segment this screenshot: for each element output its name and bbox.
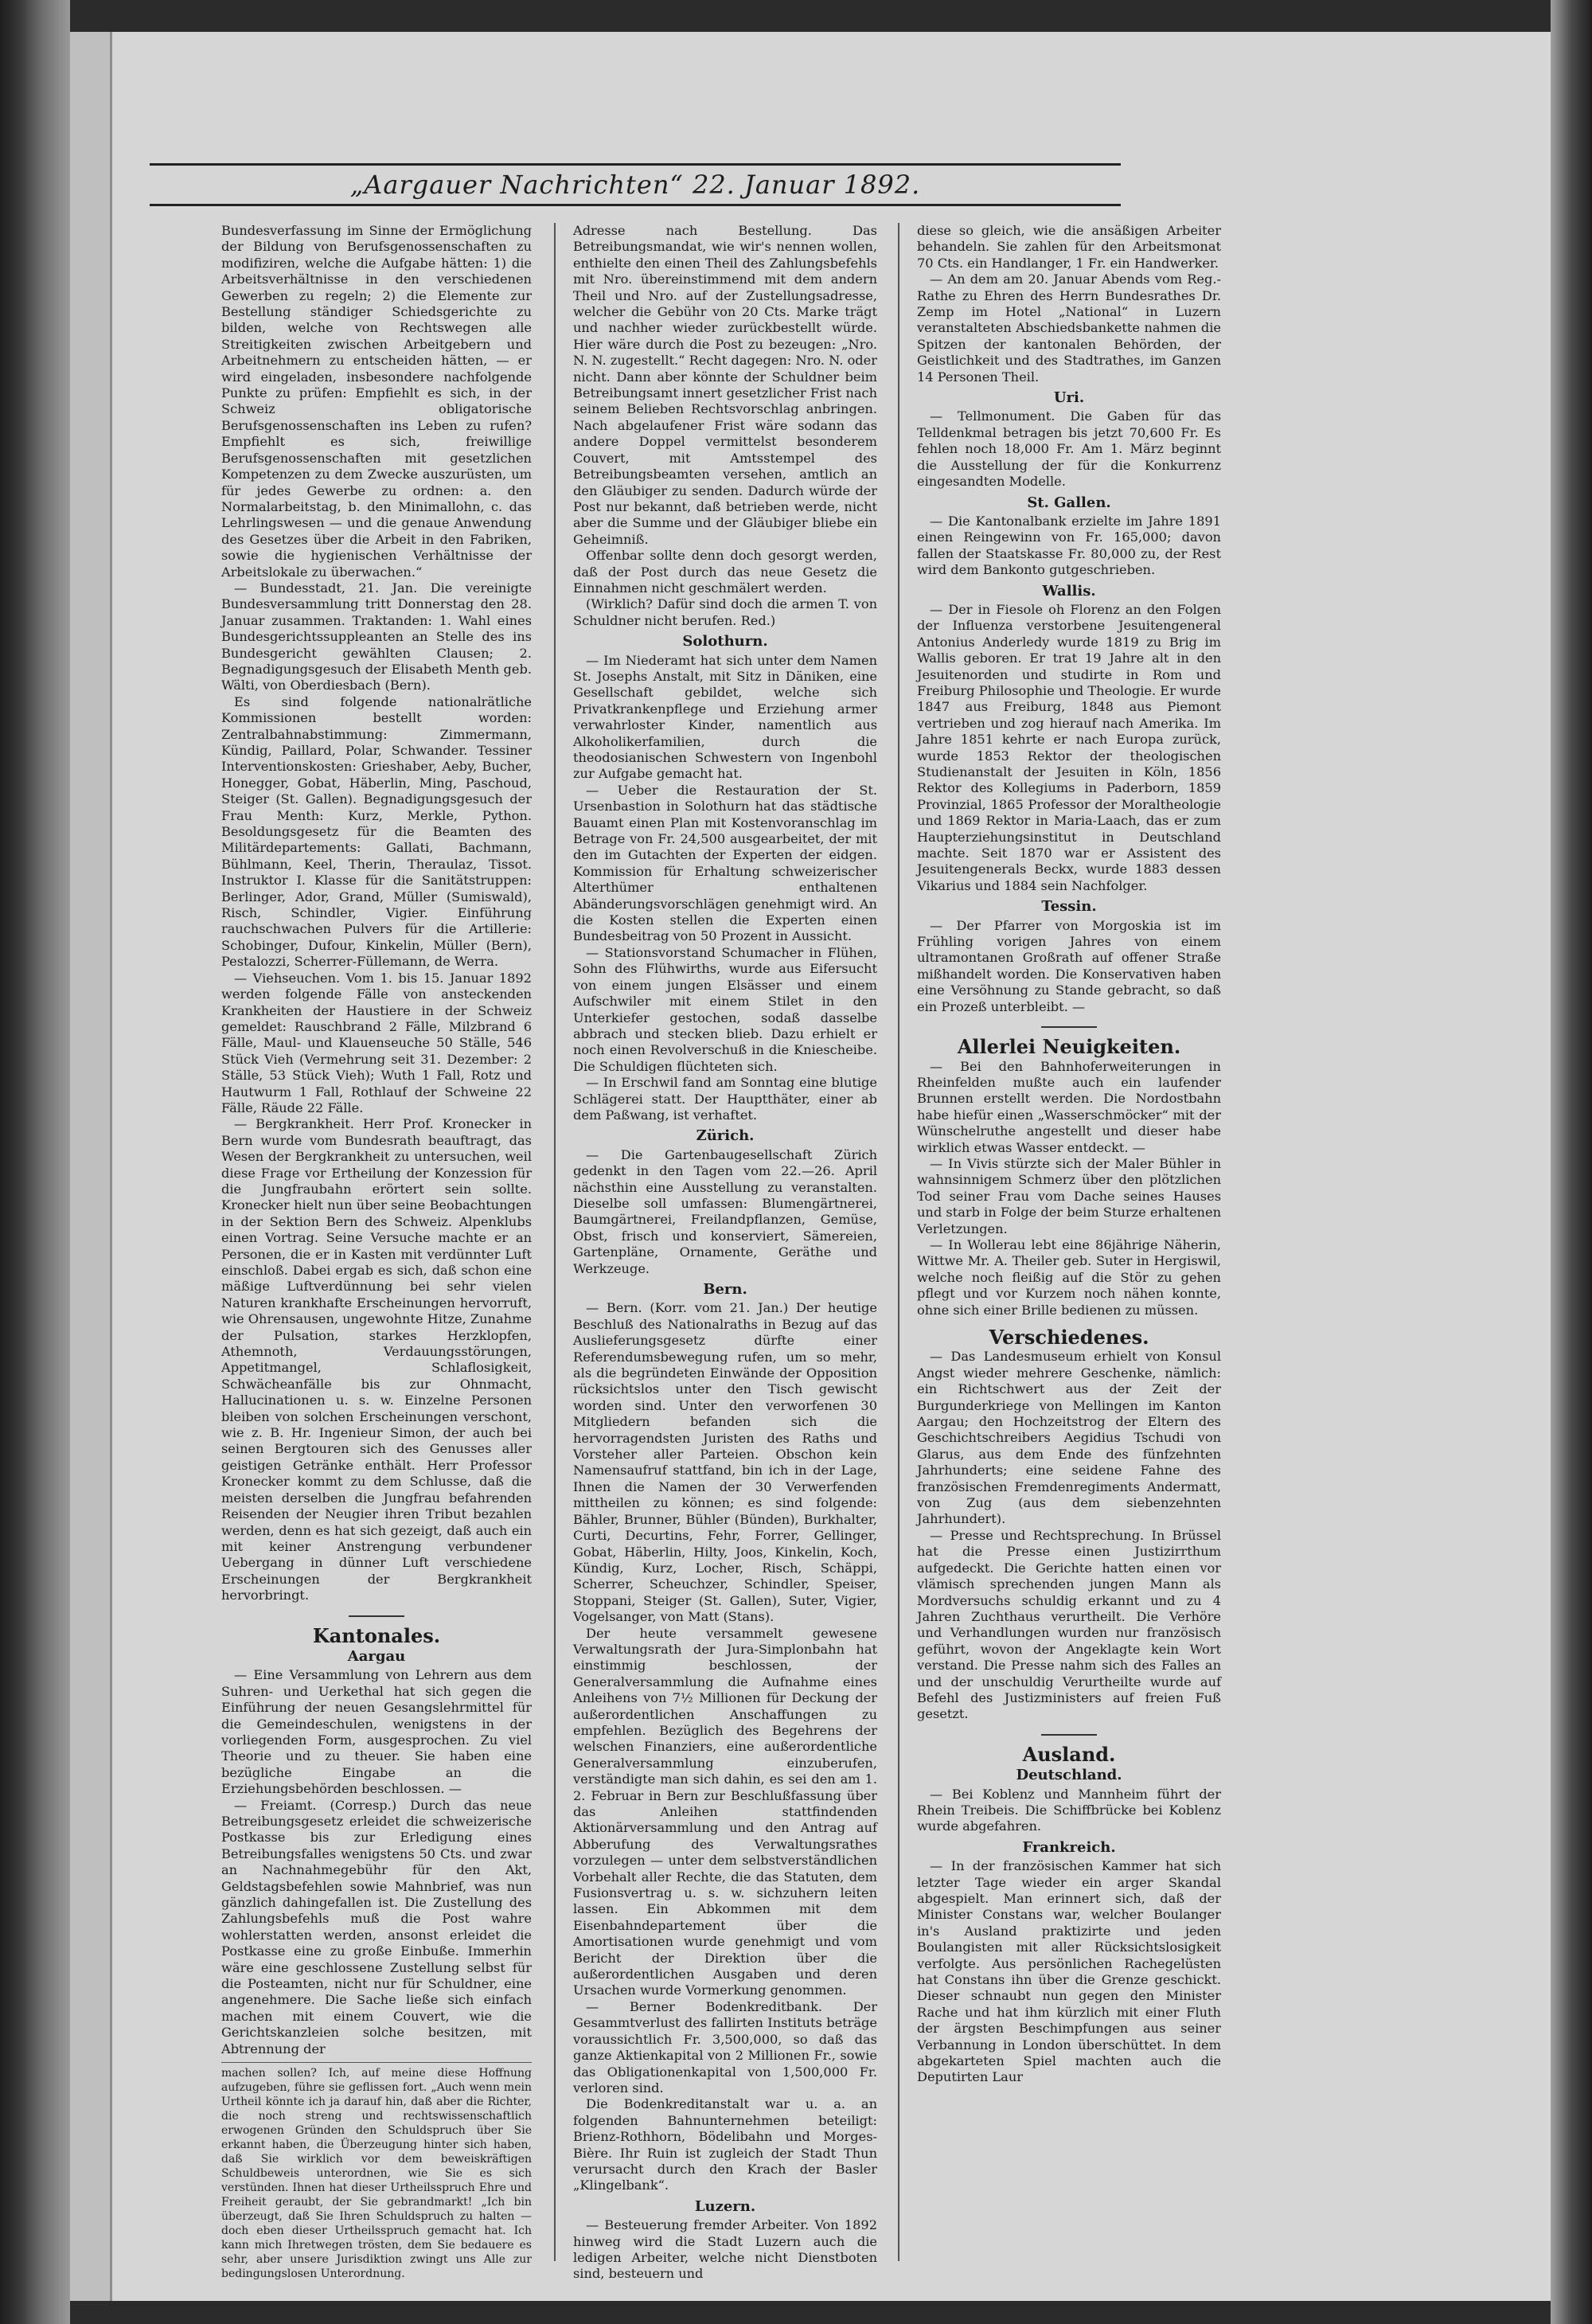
page-binding-margin	[70, 32, 112, 2301]
article-paragraph: — Eine Versammlung von Lehrern aus dem Suhren- und Uerkethal hat sich gegen die Einführung der neuen Gesangslehrmittel für die Gemeindeschulen, wenigstens in der vorliegenden Form, ausgesprochen. Zu viel Theorie und zu theuer. Sie haben eine bezügliche Eingabe an die Erziehungsbehörden beschlossen. —	[221, 1667, 532, 1797]
article-paragraph: — Besteuerung fremder Arbeiter. Von 1892 hinweg wird die Stadt Luzern auch die ledigen Arbeiter, welche nicht Dienstboten sind, besteuern und	[573, 2217, 877, 2282]
article-paragraph: — Viehseuchen. Vom 1. bis 15. Januar 1892 werden folgende Fälle von ansteckenden Krankheiten der Haustiere in der Schweiz gemeldet: Rauschbrand 2 Fälle, Milzbrand 6 Fälle, Maul- und Klauenseuche 50 Ställe, 546 Stück Vieh (Vermehrung seit 31. Dezember: 2 Ställe, 53 Stück Vieh); Wuth 1 Fall, Rotz und Hautwurm 1 Fall, Rothlauf der Schweine 22 Fälle, Räude 22 Fälle.	[221, 970, 532, 1115]
article-paragraph: Der heute versammelt gewesene Verwaltungsrath der Jura-Simplonbahn hat einstimmig beschlossen, der Generalversammlung die Aufnahme eines Anleihens von 7½ Millionen für Deckung der außerordentlichen Anschaffungen zu empfehlen. Bezüglich des Begehrens der welschen Finanziers, eine außerordentliche Generalversammlung einzuberufen, verständigte man sich dahin, es sei den am 1. 2. Februar in Bern zur Beschlußfassung über das Anleihen stattfindenden Aktionärversammlung und den Antrag auf Abberufung des Verwaltungsrathes vorzulegen — unter dem selbstverständlichen Vorbehalt aller Rechte, die das Statuten, dem Fusionsvertrag u. s. w. sichzuhern leiten lassen. Ein Abkommen mit dem Eisenbahndepartement über die Amortisationen wurde genehmigt und vom Bericht der Direktion über die außerordentlichen Ausgaben und deren Ursachen wurde Vormerkung genommen.	[573, 1625, 877, 1998]
article-paragraph: — In Wollerau lebt eine 86jährige Näherin, Wittwe Mr. A. Theiler geb. Suter in Hergiswil, welche noch fleißig auf die Stör zu gehen pflegt und vor Kurzem noch nähen konnte, ohne sich einer Brille bedienen zu müssen.	[917, 1236, 1221, 1318]
article-paragraph: Bundesverfassung im Sinne der Ermöglichung der Bildung von Berufsgenossenschaften zu modifiziren, welche die Aufgabe hätten: 1) die Arbeitsverhältnisse in den verschiedenen Gewerben zu regeln; 2) die Elemente zur Bestellung ständiger Schiedsgerichte zu bilden, welche von Rechtswegen alle Streitigkeiten zwischen Arbeitgebern und Arbeitnehmern zu entscheiden hätten, — er wird eingeladen, insbesondere nachfolgende Punkte zu prüfen: Empfiehlt es sich, in der Schweiz obligatorische Berufsgenossenschaften ins Leben zu rufen? Empfiehlt es sich, freiwillige Berufsgenossenschaften mit gesetzlichen Kompetenzen zu dem Zwecke auszurüsten, um für jedes Gewerbe zu ordnen: a. den Normalarbeitstag, b. den Minimallohn, c. das Lehrlingswesen — und die genaue Anwendung des Gesetzes über die Arbeit in den Fabriken, sowie die hygienischen Verhältnisse der Arbeitslokale zu überwachen.“	[221, 223, 532, 580]
article-paragraph: — Freiamt. (Corresp.) Durch das neue Betreibungsgesetz erleidet die schweizerische Postkasse bis zur Erledigung eines Betreibungsfalles wenigstens 50 Cts. und zwar an Nachnahmegebühr für den Akt, Geldstagsbefehlen sowie Mahnbrief, was nun gänzlich dahingefallen ist. Die Zustellung des Zahlungsbefehls muß die Post wahre wohlerstatten werden, ansonst erleidet die Postkasse eine zu große Einbuße. Immerhin wäre eine geschlossene Zustellung selbst für die Posteamten, nicht nur für Schuldner, eine angenehmere. Die Sache ließe sich einfach machen mit einem Couvert, wie die Gerichtskanzleien solche besitzen, mit Abtrennung der	[221, 1797, 532, 2056]
article-paragraph: Es sind folgende nationalrätliche Kommissionen bestellt worden: Zentralbahnabstimmung: Zimmermann, Kündig, Paillard, Polar, Schwander. Tessiner Interventionskosten: Grieshaber, Aeby, Bucher, Honegger, Gobat, Häberlin, Ming, Paschoud, Steiger (St. Gallen). Begnadigungsgesuch der Frau Menth: Kurz, Merkle, Python. Besoldungsgesetz für die Beamten des Militärdepartements: Gallati, Bachmann, Bühlmann, Keel, Therin, Theraulaz, Tissot. Instruktor I. Klasse für die Sanitätstruppen: Berlinger, Ador, Grand, Müller (Sumiswald), Risch, Schindler, Vigier. Einführung rauchschwachen Pulvers für die Artillerie: Schobinger, Dufour, Kinkelin, Müller (Bern), Pestalozzi, Scherrer-Füllemann, de Werra.	[221, 693, 532, 970]
article-paragraph: — Der in Fiesole oh Florenz an den Folgen der Influenza verstorbene Jesuitengeneral Antonius Anderledy wurde 1819 zu Brig im Wallis geboren. Er trat 19 Jahre alt in den Jesuitenorden und studirte in Rom und Freiburg Philosophie und Theologie. Er wurde 1847 aus Freiburg, 1848 aus Piemont vertrieben und zog hierauf nach Amerika. Im Jahre 1851 kehrte er nach Europa zurück, wurde 1853 Rektor der theologischen Studienanstalt der Jesuiten in Köln, 1856 Rektor des Kollegiums in Paderborn, 1859 Provinzial, 1865 Professor der Moraltheologie und 1869 Rektor in Maria-Laach, das er zum Haupterziehungsinstitut in Deutschland machte. Seit 1870 war er Assistent des Jesuitengenerals Beckx, wurde 1883 dessen Vikarius und 1884 sein Nachfolger.	[917, 601, 1221, 893]
section-divider	[1041, 1026, 1097, 1028]
article-paragraph: — Bundesstadt, 21. Jan. Die vereinigte Bundesversammlung tritt Donnerstag den 28. Januar zusammen. Traktanden: 1. Wahl eines Bundesgerichtssuppleanten an Stelle des ins Bundesgericht gewählten Clausen; 2. Begnadigungsgesuch der Elisabeth Menth geb. Wälti, von Oberdiesbach (Bern).	[221, 580, 532, 693]
article-paragraph: — Bern. (Korr. vom 21. Jan.) Der heutige Beschluß des Nationalraths in Bezug auf das Auslieferungsgesetz dürfte einer Referendumsbewegung rufen, um so mehr, als die begründeten Einwände der Opposition rücksichtslos unter den Tisch gewischt worden sind. Unter den verworfenen 30 Mitgliedern befanden sich die hervorragendsten Juristen des Raths und Vorsteher aller Parteien. Obschon kein Namensaufruf stattfand, bin ich in der Lage, Ihnen die Namen der 30 Verwerfenden mittheilen zu können; es sind folgende: Bähler, Brunner, Bühler (Bünden), Burkhalter, Curti, Decurtins, Fehr, Forrer, Gellinger, Gobat, Häberlin, Hilty, Joos, Kinkelin, Koch, Kündig, Kurz, Locher, Risch, Schäppi, Scherrer, Scheuchzer, Schindler, Speiser, Stoppani, Steiger (St. Gallen), Suter, Vigier, Vogelsanger, von Matt (Stans).	[573, 1300, 877, 1625]
article-paragraph: Die Bodenkreditanstalt war u. a. an folgenden Bahnunternehmen beteiligt: Brienz-Rothhorn, Bödelibahn und Morges-Bière. Ihr Ruin ist zugleich der Stadt Thun verursacht durch den Krach der Basler „Klingelbank“.	[573, 2096, 877, 2193]
column-1	[221, 223, 532, 2281]
subsection-heading: Uri.	[1053, 389, 1085, 407]
article-paragraph: — Das Landesmuseum erhielt von Konsul Angst wieder mehrere Geschenke, nämlich: ein Richtschwert aus der Zeit der Burgunderkriege von Mellingen im Kanton Aargau; den Hochzeitstrog der Eltern des Geschichtschreibers Aegidius Tschudi von Glarus, aus dem Ende des fünfzehnten Jahrhunderts; eine seidene Fahne des französischen Fremdenregiments Andermatt, von Zug (aus dem siebenzehnten Jahrhundert).	[917, 1349, 1221, 1527]
column-3	[917, 223, 1221, 2261]
subsection-heading: Solothurn.	[682, 633, 768, 650]
article-paragraph: — In der französischen Kammer hat sich letzter Tage wieder ein arger Skandal abgespielt. Man erinnert sich, daß der Minister Constans war, welcher Boulanger in's Ausland praktizirte und jeden Boulangisten mit aller Rücksichtslosigkeit verfolgte. Aus persönlichen Rachegelüsten hat Constans ihn über die Grenze geschickt. Dieser schnaubt nun gegen den Minister Rache und hat ihm kürzlich mit einer Fluth der ärgsten Beschimpfungen aus seiner Verbannung in London überschüttet. In dem abgekarteten Spiel machten auch die Deputirten Laur	[917, 1858, 1221, 2085]
article-paragraph: — Die Gartenbaugesellschaft Zürich gedenkt in den Tagen vom 22.—26. April nächsthin eine Ausstellung zu veranstalten. Dieselbe soll umfassen: Blumengärtnerei, Baumgärtnerei, Freilandpflanzen, Gemüse, Obst, frisch und konserviert, Sämereien, Gartenpläne, Ornamente, Geräthe und Werkzeuge.	[573, 1146, 877, 1276]
subsection-heading: Zürich.	[696, 1127, 755, 1145]
article-paragraph: — Berner Bodenkreditbank. Der Gesammtverlust des fallirten Instituts beträge voraussichtlich Fr. 3,500,000, so daß das ganze Aktienkapital von 2 Millionen Fr., sowie das Obligationenkapital von 1,500,000 Fr. verloren sind.	[573, 1998, 877, 2096]
article-paragraph: Adresse nach Bestellung. Das Betreibungsmandat, wie wir's nennen wollen, enthielte den einen Theil des Zahlungsbefehls mit Nro. übereinstimmend mit dem andern Theil und Nro. auf der Zustellungsadresse, welcher die Gebühr von 20 Cts. Marke trägt und nachher wieder zurückbestellt würde. Hier wäre durch die Post zu bezeugen: „Nro. N. N. zugestellt.“ Recht dagegen: Nro. N. oder nicht. Dann aber könnte der Schuldner beim Betreibungsamt innert gesetzlicher Frist nach seinem Belieben Rechtsvorschlag anbringen. Nach abgelaufener Frist wäre sodann das andere Doppel vermittelst besonderem Couvert, mit Amtsstempel des Betreibungsbeamten versehen, amtlich an den Gläubiger zu senden. Dadurch würde der Post nur bekannt, daß betrieben werde, nicht aber die Summe und der Gläubiger bliebe ein Geheimniß.	[573, 223, 877, 547]
article-paragraph: — Tellmonument. Die Gaben für das Telldenkmal betragen bis jetzt 70,600 Fr. Es fehlen noch 18,000 Fr. Am 1. März beginnt die Ausstellung der für die Konkurrenz eingesandten Modelle.	[917, 408, 1221, 490]
article-paragraph: — Der Pfarrer von Morgoskia ist im Frühling vorigen Jahres von einem ultramontanen Großrath auf offener Straße mißhandelt worden. Die Konservativen haben eine Versöhnung zu Stande gebracht, so daß ein Prozeß unterbleibt. —	[917, 917, 1221, 1014]
article-paragraph: — Bei Koblenz und Mannheim führt der Rhein Treibeis. Die Schiffbrücke bei Koblenz wurde abgefahren.	[917, 1786, 1221, 1834]
subsection-heading: Deutschland.	[1016, 1767, 1122, 1784]
subsection-heading: Aargau	[347, 1647, 406, 1665]
section-heading: Verschiedenes.	[989, 1326, 1149, 1349]
subsection-heading: St. Gallen.	[1027, 494, 1111, 511]
subsection-heading: Luzern.	[694, 2197, 756, 2215]
column-2	[573, 223, 877, 2282]
article-paragraph: — Ueber die Restauration der St. Ursenbastion in Solothurn hat das städtische Bauamt einen Plan mit Kostenvoranschlag im Betrage von Fr. 24,500 ausgearbeitet, der mit den im Gutachten der Experten der eidgen. Kommission für Erhaltung schweizerischer Alterthümer enthaltenen Abänderungsvorschlägen genehmigt wird. An die Kosten stellen die Experten einen Bundesbeitrag von 50 Prozent in Aussicht.	[573, 782, 877, 944]
article-paragraph: — An dem am 20. Januar Abends vom Reg.-Rathe zu Ehren des Herrn Bundesrathes Dr. Zemp im Hotel „National“ in Luzern veranstalteten Abschiedsbankette nahmen die Spitzen der kantonalen Behörden, der Geistlichkeit und des Stadtrathes, im Ganzen 14 Personen Theil.	[917, 271, 1221, 385]
article-paragraph: (Wirklich? Dafür sind doch die armen T. von Schuldner nicht berufen. Red.)	[573, 596, 877, 628]
article-paragraph: diese so gleich, wie die ansäßigen Arbeiter behandeln. Sie zahlen für den Arbeitsmonat 70 Cts. ein Handlanger, 1 Fr. ein Handwerker.	[917, 223, 1221, 271]
scan-right-edge	[1551, 0, 1592, 2324]
scan-left-edge	[0, 0, 70, 2324]
subsection-heading: Frankreich.	[1022, 1838, 1116, 1856]
column-divider	[554, 223, 556, 2261]
section-divider	[349, 1615, 404, 1617]
subsection-heading: Tessin.	[1041, 898, 1097, 916]
article-paragraph: — Bei den Bahnhoferweiterungen in Rheinfelden mußte auch ein laufender Brunnen erstellt werden. Die Nordostbahn habe hiefür einen „Wasserschmöcker“ mit der Wünschelruthe angestellt und dieser habe wirklich etwas Wasser entdeckt. —	[917, 1058, 1221, 1155]
article-paragraph: — Presse und Rechtsprechung. In Brüssel hat die Presse einen Justizirrthum aufgedeckt. Die Gerichte hatten einen vor vlämisch sprechenden jungen Mann als Mordversuchs schuldig erkannt und zu 4 Jahren Zuchthaus verurtheilt. Die Verhöre und Verhandlungen wurden nur französisch geführt, wovon der Angeklagte kein Wort verstand. Die Presse nahm sich des Falles an und der unschuldig Verurtheilte wurde auf Befehl des Justizministers auf freien Fuß gesetzt.	[917, 1527, 1221, 1722]
article-paragraph: — In Erschwil fand am Sonntag eine blutige Schlägerei statt. Der Hauptthäter, einer ab dem Paßwang, ist verhaftet.	[573, 1075, 877, 1123]
section-heading: Kantonales.	[312, 1623, 441, 1647]
section-divider	[1041, 1734, 1097, 1736]
article-paragraph: — Stationsvorstand Schumacher in Flühen, Sohn des Flühwirths, wurde aus Eifersucht von einem jungen Elsässer und einem Aufschwiler mit einem Stilet in den Unterkiefer gestochen, sodaß dasselbe abbrach und stecken blieb. Dazu erhielt er noch einen Revolverschuß in die Kniescheibe. Die Schuldigen flüchteten sich.	[573, 944, 877, 1074]
article-paragraph: — Die Kantonalbank erzielte im Jahre 1891 einen Reingewinn von Fr. 165,000; davon fallen der Staatskasse Fr. 80,000 zu, der Rest wird dem Bankonto gutgeschrieben.	[917, 513, 1221, 578]
subsection-heading: Wallis.	[1042, 582, 1096, 600]
subsection-heading: Bern.	[703, 1281, 747, 1298]
article-paragraph: Offenbar sollte denn doch gesorgt werden, daß der Post durch das neue Gesetz die Einnahmen nicht geschmälert werden.	[573, 548, 877, 596]
article-paragraph: — In Vivis stürzte sich der Maler Bühler in wahnsinnigem Schmerz über den plötzlichen Tod seiner Frau vom Dache seines Hauses und starb in Folge der beim Sturze erhaltenen Verletzungen.	[917, 1155, 1221, 1236]
article-paragraph: — Im Niederamt hat sich unter dem Namen St. Josephs Anstalt, mit Sitz in Däniken, eine Gesellschaft gebildet, welche sich Privatkrankenpflege und Erziehung armer verwahrloster Kinder, namentlich aus Alkoholikerfamilien, durch die theodosianischen Schwestern von Ingenbohl zur Aufgabe gemacht hat.	[573, 652, 877, 782]
footnote-feuilleton: machen sollen? Ich, auf meine diese Hoffnung aufzugeben, führe sie geflissen fort. „Auch wenn mein Urtheil könnte ich ja darauf hin, daß aber die Richter, die noch streng und rechtswissenschaftlich erwogenen Gründen den Schuldspruch über Sie erkannt haben, die Überzeugung hinter sich haben, daß Sie wirklich vor dem beweiskräftigen Schuldbeweis unterordnen, wie Sie es sich verstünden. Ihnen hat dieser Urtheilsspruch Ehre und Freiheit geraubt, der Sie gebrandmarkt! „Ich bin überzeugt, daß Sie Ihren Schuldspruch zu halten — doch eben dieser Urtheilsspruch gemacht hat. Ich kann mich Ihretwegen trösten, dem Sie bedauere es sehr, aber unsere Jurisdiktion zwingt uns Alle zur bedingungslosen Unterordnung.	[221, 2062, 532, 2281]
section-heading: Ausland.	[1022, 1742, 1116, 1766]
column-divider	[898, 223, 899, 2261]
article-paragraph: — Bergkrankheit. Herr Prof. Kronecker in Bern wurde vom Bundesrath beauftragt, das Wesen der Bergkrankheit zu untersuchen, weil diese Frage vor Ertheilung der Konzession für die Jungfraubahn erörtert sein sollte. Kronecker hielt nun über seine Beobachtungen in der Sektion Bern des Schweiz. Alpenklubs einen Vortrag. Seine Versuche machte er an Personen, die er in Kasten mit verdünnter Luft einschloß. Dabei ergab es sich, daß schon eine mäßige Luftverdünnung bei sehr vielen Naturen krankhafte Erscheinungen hervorruft, wie Ohrensausen, ungewohnte Hitze, Zunahme der Pulsation, starkes Herzklopfen, Athemnoth, Verdauungsstörungen, Appetitmangel, Schlaflosigkeit, Schwächeanfälle bis zur Ohnmacht, Hallucinationen u. s. w. Einzelne Personen bleiben von solchen Erscheinungen verschont, wie z. B. Hr. Ingenieur Simon, der auch bei seinen Bergtouren sich des Genusses aller geistigen Getränke enthält. Herr Professor Kronecker kommt zu dem Schlusse, daß die meisten derselben die Jungfrau befahrenden Reisenden der Neugier ihren Tribut bezahlen werden, denn es hat sich gezeigt, daß auch ein mit keiner Anstrengung verbundener Uebergang in dünner Luft verschiedene Erscheinungen der Bergkrankheit hervorbringt.	[221, 1116, 532, 1603]
section-heading: Allerlei Neuigkeiten.	[957, 1035, 1181, 1059]
page-header: „Aargauer Nachrichten“ 22. Januar 1892.	[150, 163, 1121, 206]
